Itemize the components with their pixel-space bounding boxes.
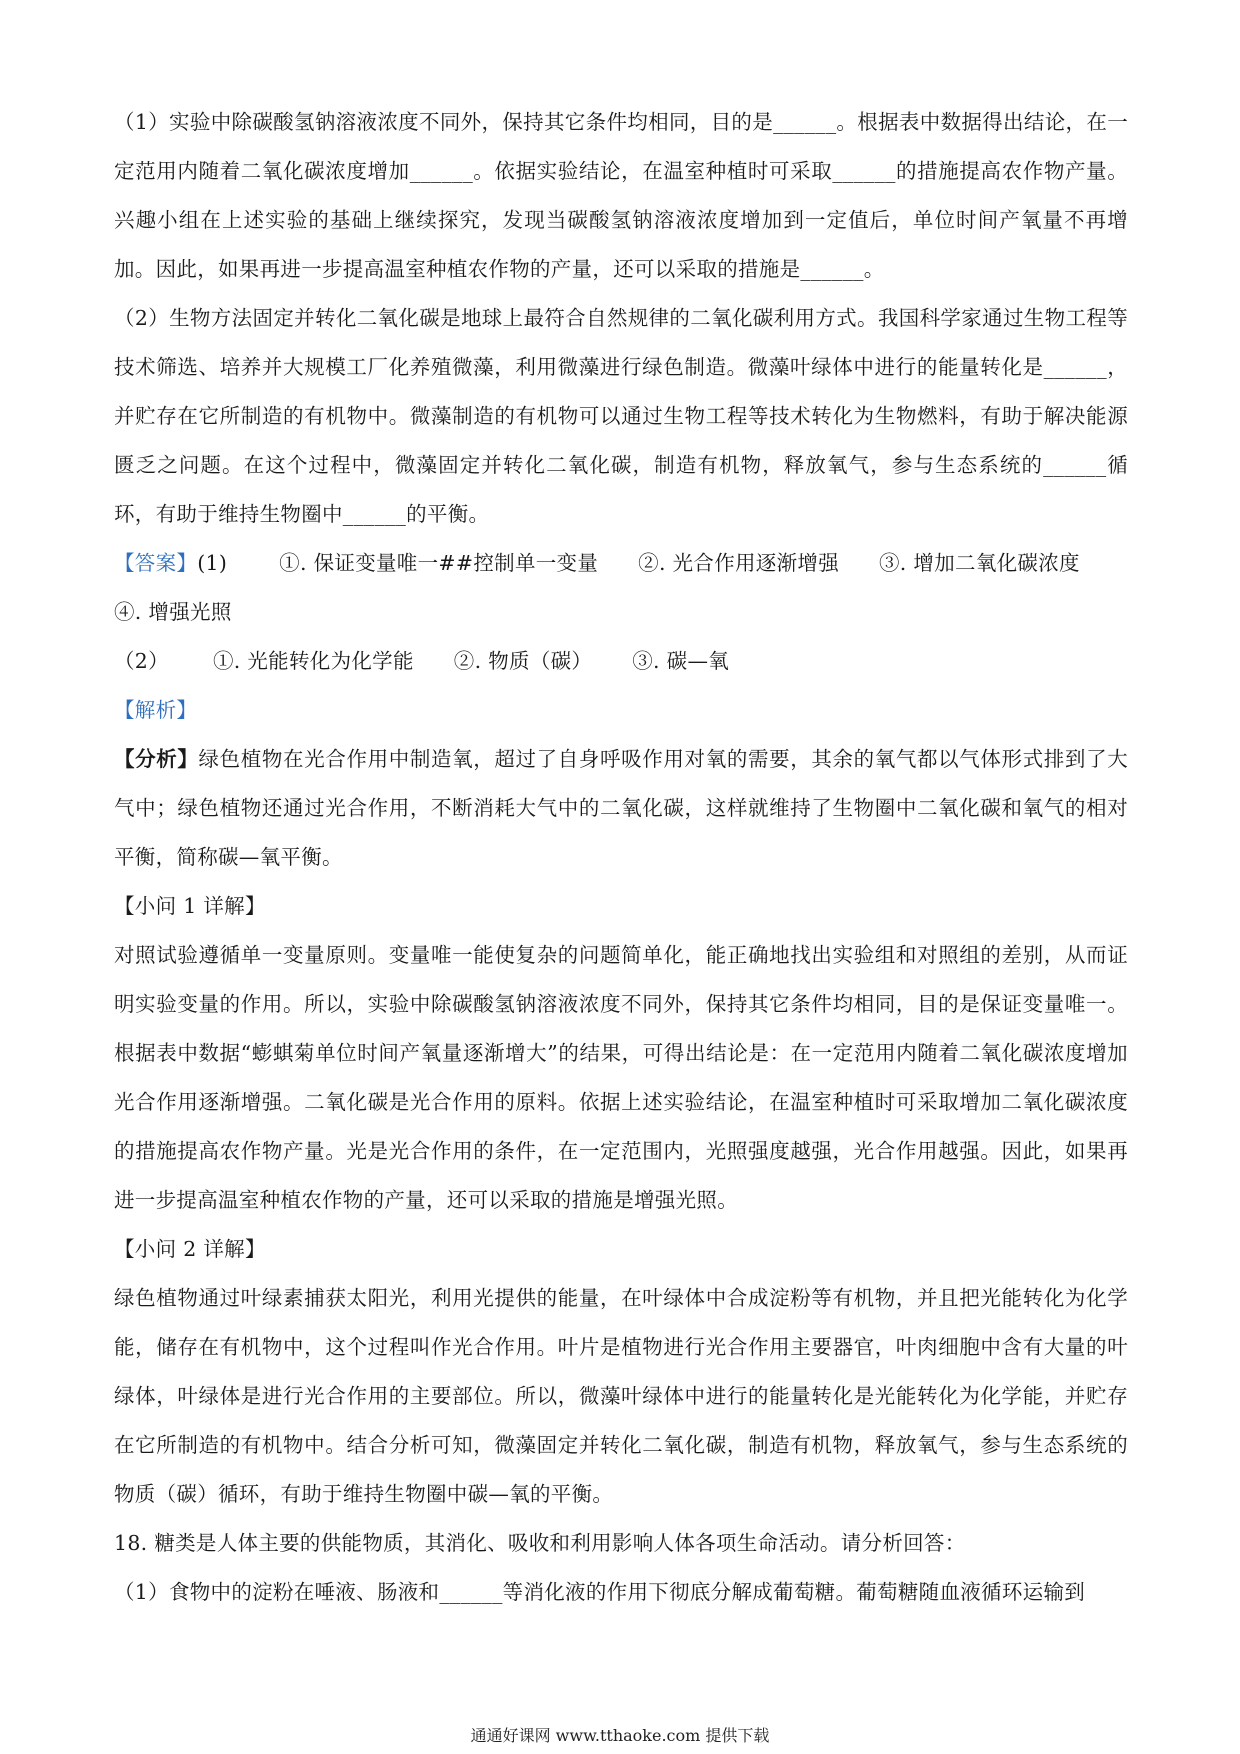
answer-line2-num: （2）: [114, 649, 169, 673]
answer-label: 【答案】: [114, 551, 198, 575]
fenxi-label: 【分析】: [114, 747, 199, 771]
q1-label: 【小问 1 详解】: [114, 894, 266, 918]
analysis-fenxi: [114, 735, 1128, 882]
q17-part1: （1）实验中除碳酸氢钠溶液浓度不同外，保持其它条件均相同，目的是______。根据表中数据得出结论，在一定范用内随着二氧化碳浓度增加______。依据实验结论，在温室种植时可采取______的措施提高农作物产量。兴趣小组在上述实验的基础上继续探究，发现当碳酸氢钠溶液浓度增加到一定值后，单位时间产氧量不再增加。因此，如果再进一步提高温室种植农作物的产量，还可以采取的措施是______。: [114, 110, 1128, 281]
q2-label: 【小问 2 详解】: [114, 1237, 266, 1261]
answer-line1: [114, 539, 1128, 588]
page-footer: 通通好课网 www.tthaoke.com 提供下载: [470, 1726, 770, 1745]
answer-2-item-3: ③. 碳—氧: [632, 649, 730, 673]
fenxi-text: 绿色植物在光合作用中制造氧，超过了自身呼吸作用对氧的需要，其余的氧气都以气体形式排到了大气中；绿色植物还通过光合作用，不断消耗大气中的二氧化碳，这样就维持了生物圈中二氧化碳和氧气的相对平衡，简称碳—氧平衡。: [114, 747, 1128, 869]
q1-detail: 对照试验遵循单一变量原则。变量唯一能使复杂的问题简单化，能正确地找出实验组和对照组的差别，从而证明实验变量的作用。所以，实验中除碳酸氢钠溶液浓度不同外，保持其它条件均相同，目的是保证变量唯一。根据表中数据“蟛蜞菊单位时间产氧量逐渐增大”的结果，可得出结论是：在一定范用内随着二氧化碳浓度增加光合作用逐渐增强。二氧化碳是光合作用的原料。依据上述实验结论，在温室种植时可采取增加二氧化碳浓度的措施提高农作物产量。光是光合作用的条件，在一定范围内，光照强度越强，光合作用越强。因此，如果再进一步提高温室种植农作物的产量，还可以采取的措施是增强光照。: [114, 943, 1128, 1212]
answer-2-item-1: ①. 光能转化为化学能: [212, 649, 414, 673]
answer-line1-cont: ④. 增强光照: [114, 600, 232, 624]
q2-detail: 绿色植物通过叶绿素捕获太阳光，利用光提供的能量，在叶绿体中合成淀粉等有机物，并且把光能转化为化学能，储存在有机物中，这个过程叫作光合作用。叶片是植物进行光合作用主要器官，叶肉细胞中含有大量的叶绿体，叶绿体是进行光合作用的主要部位。所以，微藻叶绿体中进行的能量转化是光能转化为化学能，并贮存在它所制造的有机物中。结合分析可知，微藻固定并转化二氧化碳，制造有机物，释放氧气，参与生态系统的物质（碳）循环，有助于维持生物圈中碳—氧的平衡。: [114, 1286, 1128, 1506]
answer-1-item-2: ②. 光合作用逐渐增强: [638, 551, 839, 575]
answer-2-item-2: ②. 物质（碳）: [453, 649, 593, 673]
q18-part1: （1）食物中的淀粉在唾液、肠液和______等消化液的作用下彻底分解成葡萄糖。葡萄糖随血液循环运输到: [114, 1580, 1086, 1604]
answer-line1-num: (1): [197, 551, 228, 575]
q17-part2: （2）生物方法固定并转化二氧化碳是地球上最符合自然规律的二氧化碳利用方式。我国科学家通过生物工程等技术筛选、培养并大规模工厂化养殖微藻，利用微藻进行绿色制造。微藻叶绿体中进行的能量转化是______，并贮存在它所制造的有机物中。微藻制造的有机物可以通过生物工程等技术转化为生物燃料，有助于解决能源匮乏之问题。在这个过程中，微藻固定并转化二氧化碳，制造有机物，释放氧气，参与生态系统的______循环，有助于维持生物圈中______的平衡。: [114, 306, 1128, 526]
q18-stem: 18. 糖类是人体主要的供能物质，其消化、吸收和利用影响人体各项生命活动。请分析回答：: [114, 1531, 966, 1555]
answer-1-item-1: ①. 保证变量唯一##控制单一变量: [279, 551, 599, 575]
analysis-label: 【解析】: [114, 698, 198, 722]
answer-1-item-3: ③. 增加二氧化碳浓度: [879, 551, 1080, 575]
document-body: [114, 98, 1128, 1617]
answer-line2: [114, 637, 1128, 686]
